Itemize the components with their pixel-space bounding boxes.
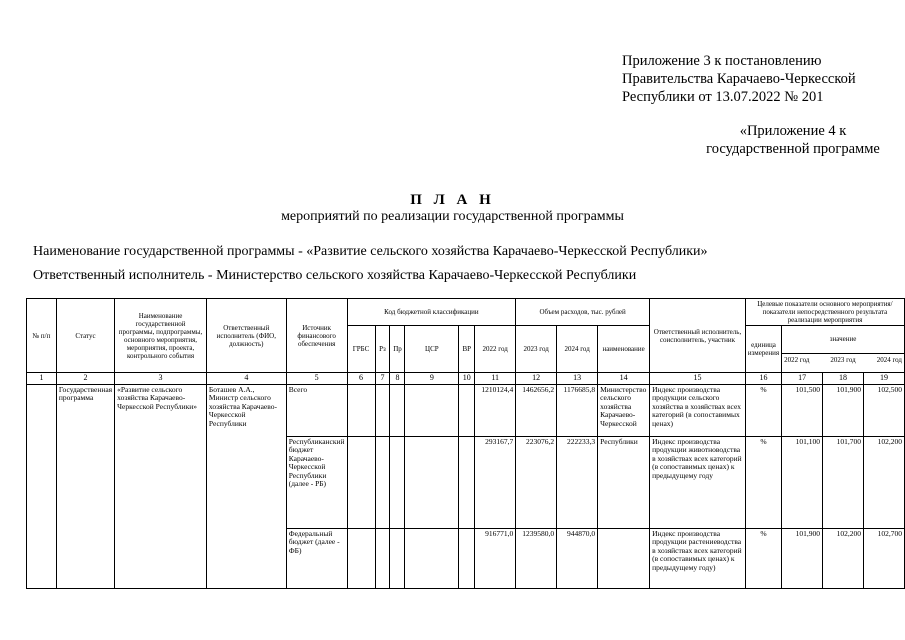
- cell-unit: %: [745, 528, 781, 588]
- header-rz: Рз: [375, 326, 390, 373]
- responsible-executor: Ответственный исполнитель - Министерство сельского хозяйства Карачаево-Черкесской Республики: [33, 268, 637, 283]
- cell-source: Всего: [286, 384, 347, 436]
- cell-coexecutor: [598, 528, 650, 588]
- col-number: 17: [782, 373, 823, 385]
- col-number: 1: [27, 373, 57, 385]
- cell-csr: [405, 384, 459, 436]
- col-number: 9: [405, 373, 459, 385]
- col-number: 4: [206, 373, 286, 385]
- col-number: 8: [390, 373, 405, 385]
- cell-target-2023: 102,200: [823, 528, 864, 588]
- cell-pr: [390, 384, 405, 436]
- cell-rz: [375, 384, 390, 436]
- header-name: Наименование государственной программы, подпрограммы, основного мероприятия, мероприятия, проекта, контрольного события: [115, 299, 207, 373]
- cell-pr: [390, 436, 405, 528]
- cell-pr: [390, 528, 405, 588]
- cell-grbs: [347, 436, 375, 528]
- header-source: Источник финансового обеспечения: [286, 299, 347, 373]
- header-grbs: ГРБС: [347, 326, 375, 373]
- col-number: 19: [863, 373, 904, 385]
- appendix-sub-line: государственной программе: [706, 141, 880, 157]
- cell-rz: [375, 436, 390, 528]
- col-number: 12: [516, 373, 557, 385]
- appendix-main: [622, 52, 856, 106]
- cell-target-2024: 102,500: [863, 384, 904, 436]
- table-row: [27, 384, 905, 436]
- cell-indicator: Индекс производства продукции растениеводства в хозяйствах всех категорий (в сопоставимых ценах) к предыдущему году): [650, 528, 746, 588]
- appendix-main-line: Приложение 3 к постановлению: [622, 53, 822, 69]
- cell-source: Федеральный бюджет (далее - ФБ): [286, 528, 347, 588]
- header-indicator-name: наименование: [598, 326, 650, 373]
- cell-num: [27, 384, 57, 588]
- cell-status: Государственная программа: [56, 384, 114, 588]
- cell-vr: [459, 384, 475, 436]
- cell-coexecutor: Министерство сельского хозяйства Карачаево-Черкесской: [598, 384, 650, 436]
- col-number: 2: [56, 373, 114, 385]
- cell-amount-2024: 944870,0: [557, 528, 598, 588]
- cell-indicator: Индекс производства продукции животноводства в хозяйствах всех категорий (в сопоставимых ценах) к предыдущему году: [650, 436, 746, 528]
- cell-amount-2022: 293167,7: [475, 436, 516, 528]
- header-targets: Целевые показатели основного мероприятия/показатели непосредственного результата реализации мероприятия: [745, 299, 904, 326]
- col-number: 5: [286, 373, 347, 385]
- cell-amount-2023: 223076,2: [516, 436, 557, 528]
- cell-unit: %: [745, 436, 781, 528]
- col-number: 6: [347, 373, 375, 385]
- col-number: 14: [598, 373, 650, 385]
- plan-title: П Л А Н: [410, 192, 495, 208]
- cell-csr: [405, 436, 459, 528]
- cell-vr: [459, 528, 475, 588]
- cell-target-2023: 101,900: [823, 384, 864, 436]
- plan-table: [26, 298, 905, 589]
- col-number: 18: [823, 373, 864, 385]
- cell-amount-2023: 1239580,0: [516, 528, 557, 588]
- header-value: [782, 326, 905, 373]
- cell-target-2022: 101,500: [782, 384, 823, 436]
- program-name: Наименование государственной программы - «Развитие сельского хозяйства Карачаево-Черкесской Республики»: [33, 244, 708, 259]
- appendix-main-line: Республики от 13.07.2022 № 201: [622, 89, 824, 105]
- header-2022: 2022 год: [475, 326, 516, 373]
- cell-vr: [459, 436, 475, 528]
- header-vr: ВР: [459, 326, 475, 373]
- cell-target-2024: 102,200: [863, 436, 904, 528]
- cell-program-name: «Развитие сельского хозяйства Карачаево-Черкесской Республики»: [115, 384, 207, 588]
- col-number: 10: [459, 373, 475, 385]
- header-2024: 2024 год: [557, 326, 598, 373]
- cell-amount-2023: 1462656,2: [516, 384, 557, 436]
- cell-rz: [375, 528, 390, 588]
- plan-subtitle: мероприятий по реализации государственной программы: [281, 209, 624, 224]
- col-number: 16: [745, 373, 781, 385]
- header-coexecutor: Ответственный исполнитель, соисполнитель, участник: [650, 299, 746, 373]
- col-number: 15: [650, 373, 746, 385]
- header-num: № п/п: [27, 299, 57, 373]
- header-pr: Пр: [390, 326, 405, 373]
- header-2023: 2023 год: [516, 326, 557, 373]
- cell-amount-2024: 222233,3: [557, 436, 598, 528]
- cell-csr: [405, 528, 459, 588]
- cell-grbs: [347, 528, 375, 588]
- cell-executor: Боташев А.А., Министр сельского хозяйства Карачаево-Черкесской Республики: [206, 384, 286, 588]
- col-number: 11: [475, 373, 516, 385]
- header-executor: Ответственный исполнитель (ФИО, должность): [206, 299, 286, 373]
- col-number: 13: [557, 373, 598, 385]
- cell-target-2022: 101,900: [782, 528, 823, 588]
- cell-amount-2022: 916771,0: [475, 528, 516, 588]
- col-number: 7: [375, 373, 390, 385]
- col-number: 3: [115, 373, 207, 385]
- header-status: Статус: [56, 299, 114, 373]
- cell-coexecutor: Республики: [598, 436, 650, 528]
- cell-indicator: Индекс производства продукции сельского хозяйства в хозяйствах всех категорий (в сопоставимых ценах): [650, 384, 746, 436]
- cell-unit: %: [745, 384, 781, 436]
- header-t2024: 2024 год: [876, 356, 902, 364]
- cell-source: Республиканский бюджет Карачаево-Черкесской Республики (далее - РБ): [286, 436, 347, 528]
- appendix-main-line: Правительства Карачаево-Черкесской: [622, 71, 856, 87]
- cell-amount-2024: 1176685,8: [557, 384, 598, 436]
- cell-target-2022: 101,100: [782, 436, 823, 528]
- header-value-label: значение: [782, 333, 904, 354]
- header-t2022: 2022 год: [784, 356, 810, 364]
- header-kbk: Код бюджетной классификации: [347, 299, 516, 326]
- cell-target-2023: 101,700: [823, 436, 864, 528]
- header-t2023: 2023 год: [830, 356, 856, 364]
- cell-amount-2022: 1210124,4: [475, 384, 516, 436]
- appendix-sub-line: «Приложение 4 к: [739, 123, 847, 139]
- cell-target-2024: 102,700: [863, 528, 904, 588]
- header-unit: единица измерения: [745, 326, 781, 373]
- header-value-years: [784, 356, 902, 364]
- cell-grbs: [347, 384, 375, 436]
- appendix-sub: [700, 122, 886, 158]
- header-volume: Объем расходов, тыс. рублей: [516, 299, 650, 326]
- header-csr: ЦСР: [405, 326, 459, 373]
